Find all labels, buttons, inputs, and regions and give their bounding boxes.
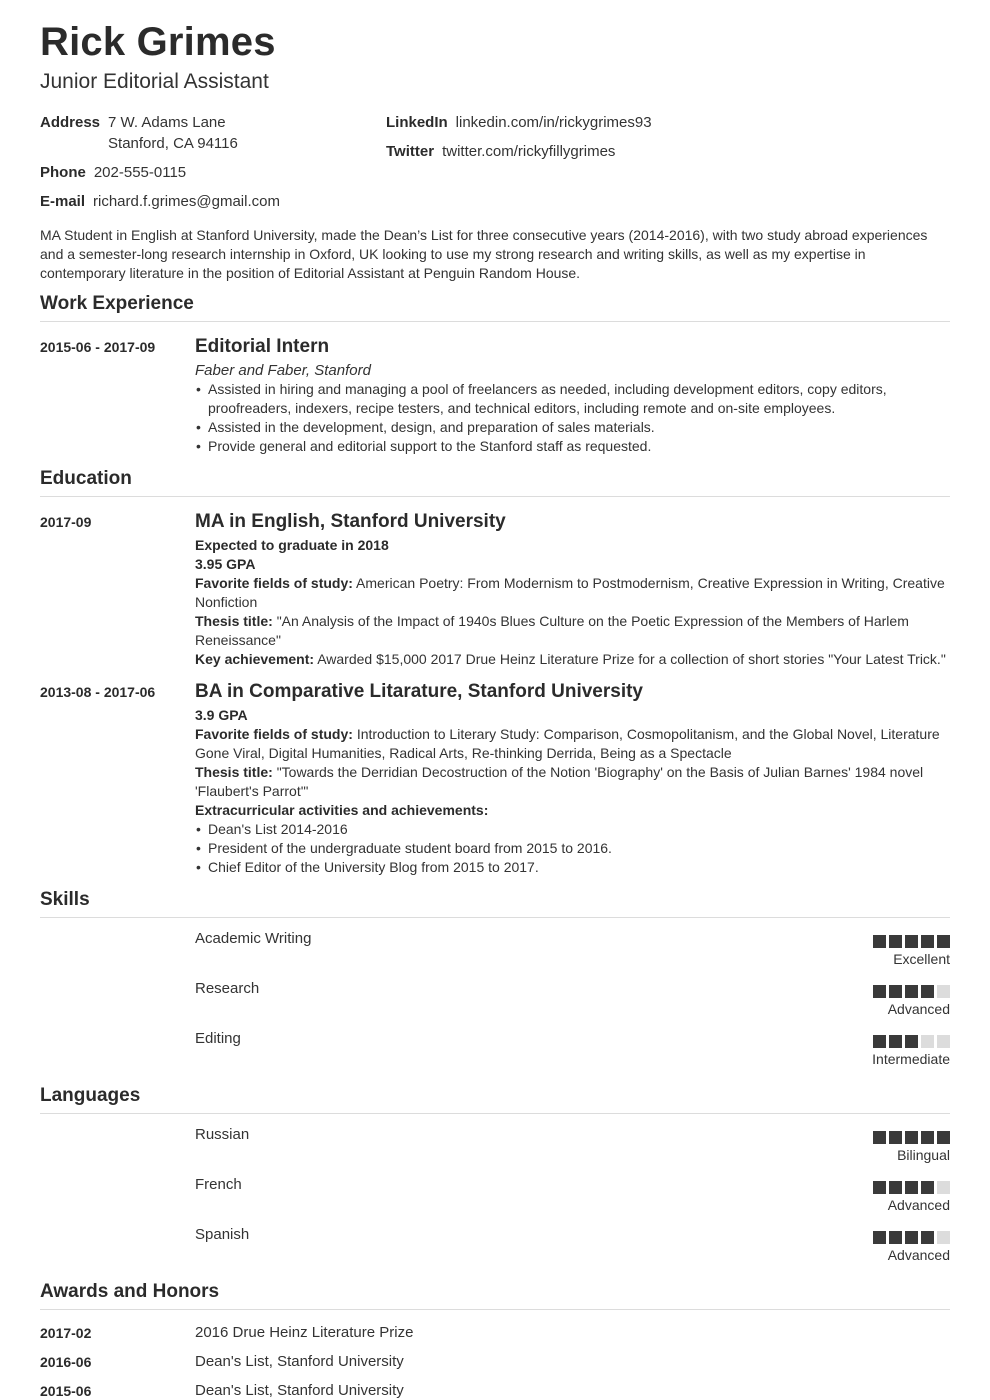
rating-square-filled xyxy=(921,1231,934,1244)
award-date: 2017-02 xyxy=(40,1325,92,1341)
candidate-name: Rick Grimes xyxy=(40,20,276,64)
award-title: Dean's List, Stanford University xyxy=(195,1353,404,1370)
skill-rating xyxy=(873,985,950,998)
fields-value: American Poetry: From Modernism to Postmodernism, Creative Expression in Writing, Creative Nonfiction xyxy=(195,575,945,610)
fields-value: Introduction to Literary Study: Comparison, Cosmopolitanism, and the Global Novel, Literature Gone Viral, Digital Humanities, Radical Arts, Re-thinking Derrida, Being as a Spectacle xyxy=(195,726,940,761)
work-company: Faber and Faber, Stanford xyxy=(195,362,371,379)
education-title: BA in Comparative Litarature, Stanford University xyxy=(195,681,644,702)
skill-row xyxy=(40,1029,950,1079)
rating-square-filled xyxy=(905,1231,918,1244)
skill-name: Editing xyxy=(195,1030,241,1047)
key-label: Key achievement: xyxy=(195,651,315,667)
rating-square-filled xyxy=(889,1035,902,1048)
rating-square-filled xyxy=(889,1231,902,1244)
contact-block xyxy=(40,112,950,220)
thesis-label: Thesis title: xyxy=(195,613,273,629)
award-row xyxy=(40,1323,950,1352)
rating-square-filled xyxy=(905,985,918,998)
award-title: 2016 Drue Heinz Literature Prize xyxy=(195,1324,414,1341)
education-fields xyxy=(195,725,950,763)
email-value: richard.f.grimes@gmail.com xyxy=(93,193,280,210)
rating-square-empty xyxy=(921,1035,934,1048)
section-title-skills: Skills xyxy=(40,888,950,918)
fields-label: Favorite fields of study: xyxy=(195,575,353,591)
section-title-languages: Languages xyxy=(40,1084,950,1114)
work-bullets xyxy=(195,380,950,456)
skill-row xyxy=(40,929,950,979)
skill-name: Academic Writing xyxy=(195,930,312,947)
language-row xyxy=(40,1225,950,1275)
education-body xyxy=(195,513,950,669)
rating-square-filled xyxy=(873,935,886,948)
work-body xyxy=(195,338,950,456)
extracurricular-bullets xyxy=(195,820,950,877)
thesis-label: Thesis title: xyxy=(195,764,273,780)
rating-square-filled xyxy=(873,1131,886,1144)
phone-value: 202-555-0115 xyxy=(93,164,187,181)
skill-row xyxy=(40,979,950,1029)
linkedin-label: LinkedIn xyxy=(386,114,448,131)
twitter-value: twitter.com/rickyfillygrimes xyxy=(442,143,616,160)
rating-square-filled xyxy=(905,1035,918,1048)
linkedin-value: linkedin.com/in/rickygrimes93 xyxy=(455,114,652,131)
skills-list xyxy=(40,929,950,1079)
contact-linkedin xyxy=(386,112,652,133)
list-item: • President of the undergraduate student board from 2015 to 2016. xyxy=(195,839,950,858)
rating-square-filled xyxy=(921,1181,934,1194)
rating-square-filled xyxy=(937,1131,950,1144)
contact-twitter xyxy=(386,141,615,162)
phone-label: Phone xyxy=(40,164,86,181)
section-title-education: Education xyxy=(40,467,950,497)
education-entry-ba xyxy=(40,683,950,877)
language-row xyxy=(40,1175,950,1225)
education-title: MA in English, Stanford University xyxy=(195,511,506,532)
education-gpa: 3.9 GPA xyxy=(195,707,248,723)
section-title-awards: Awards and Honors xyxy=(40,1280,950,1310)
rating-square-filled xyxy=(889,1181,902,1194)
language-name: French xyxy=(195,1176,242,1193)
rating-square-empty xyxy=(937,1035,950,1048)
education-gpa: 3.95 GPA xyxy=(195,556,256,572)
language-level: Advanced xyxy=(887,1247,950,1263)
education-date: 2013-08 - 2017-06 xyxy=(40,684,156,700)
list-item: • Assisted in the development, design, and preparation of sales materials. xyxy=(195,418,950,437)
language-rating xyxy=(873,1131,950,1144)
fields-label: Favorite fields of study: xyxy=(195,726,353,742)
rating-square-empty xyxy=(937,1231,950,1244)
language-rating xyxy=(873,1181,950,1194)
rating-square-filled xyxy=(873,985,886,998)
address-line-2: Stanford, CA 94116 xyxy=(108,135,238,152)
summary: MA Student in English at Stanford University, made the Dean’s List for three consecutive years (2014-2016), with two study abroad experiences and a semester-long research internship in Oxford, UK looking to use my strong research and writing skills, as well as my expertise in contemporary literature in the position of Editorial Assistant at Penguin Random House. xyxy=(40,227,928,281)
rating-square-filled xyxy=(905,1181,918,1194)
work-date: 2015-06 - 2017-09 xyxy=(40,339,156,355)
skill-rating xyxy=(873,1035,950,1048)
award-row xyxy=(40,1352,950,1381)
education-thesis xyxy=(195,763,950,801)
twitter-label: Twitter xyxy=(386,143,435,160)
rating-square-filled xyxy=(873,1231,886,1244)
address-line-1: 7 W. Adams Lane xyxy=(108,114,226,131)
language-level: Bilingual xyxy=(897,1147,950,1163)
education-key-achievement xyxy=(195,650,950,669)
skill-level: Excellent xyxy=(893,951,950,967)
rating-square-empty xyxy=(937,1181,950,1194)
education-date: 2017-09 xyxy=(40,514,92,530)
language-name: Spanish xyxy=(195,1226,250,1243)
list-item: • Dean's List 2014-2016 xyxy=(195,820,950,839)
list-item: • Chief Editor of the University Blog from 2015 to 2017. xyxy=(195,858,950,877)
rating-square-filled xyxy=(921,1131,934,1144)
email-label: E-mail xyxy=(40,193,86,210)
education-entry-ma xyxy=(40,513,950,669)
language-rating xyxy=(873,1231,950,1244)
rating-square-filled xyxy=(905,935,918,948)
skill-level: Advanced xyxy=(887,1001,950,1017)
rating-square-filled xyxy=(889,935,902,948)
contact-address xyxy=(40,112,238,154)
languages-list xyxy=(40,1125,950,1275)
resume-page xyxy=(40,18,950,1400)
rating-square-filled xyxy=(921,985,934,998)
contact-phone xyxy=(40,162,186,183)
rating-square-filled xyxy=(873,1035,886,1048)
work-entry xyxy=(40,338,950,456)
award-row xyxy=(40,1381,950,1400)
list-item: • Provide general and editorial support to the Stanford staff as requested. xyxy=(195,437,950,456)
rating-square-filled xyxy=(905,1131,918,1144)
thesis-value: "An Analysis of the Impact of 1940s Blues Culture on the Poetic Expression of the Members of Harlem Reneissance" xyxy=(195,613,909,648)
work-title: Editorial Intern xyxy=(195,336,330,357)
education-fields xyxy=(195,574,950,612)
contact-email xyxy=(40,191,280,212)
award-title: Dean's List, Stanford University xyxy=(195,1382,404,1399)
rating-square-filled xyxy=(937,935,950,948)
extracurricular-label: Extracurricular activities and achievements: xyxy=(195,802,489,818)
rating-square-empty xyxy=(937,985,950,998)
skill-name: Research xyxy=(195,980,260,997)
rating-square-filled xyxy=(921,935,934,948)
key-value: Awarded $15,000 2017 Drue Heinz Literature Prize for a collection of short stories "Your Latest Trick." xyxy=(317,651,946,667)
address-value xyxy=(108,112,238,154)
language-row xyxy=(40,1125,950,1175)
language-level: Advanced xyxy=(887,1197,950,1213)
award-date: 2015-06 xyxy=(40,1383,92,1399)
address-label: Address xyxy=(40,114,101,131)
rating-square-filled xyxy=(889,1131,902,1144)
award-date: 2016-06 xyxy=(40,1354,92,1370)
education-note: Expected to graduate in 2018 xyxy=(195,537,389,553)
rating-square-filled xyxy=(873,1181,886,1194)
education-thesis xyxy=(195,612,950,650)
thesis-value: "Towards the Derridian Decostruction of the Notion 'Biography' on the Basis of Julian Barnes' 1984 novel 'Flaubert's Parrot'" xyxy=(195,764,924,799)
education-body xyxy=(195,683,950,877)
list-item: • Assisted in hiring and managing a pool of freelancers as needed, including development editors, copy editors, proofreaders, indexers, recipe testers, and technical editors, including remote and on-site employees. xyxy=(195,380,950,418)
job-title: Junior Editorial Assistant xyxy=(40,70,269,93)
language-name: Russian xyxy=(195,1126,250,1143)
rating-square-filled xyxy=(889,985,902,998)
skill-rating xyxy=(873,935,950,948)
awards-list xyxy=(40,1323,950,1400)
skill-level: Intermediate xyxy=(872,1051,950,1067)
section-title-work: Work Experience xyxy=(40,292,950,322)
